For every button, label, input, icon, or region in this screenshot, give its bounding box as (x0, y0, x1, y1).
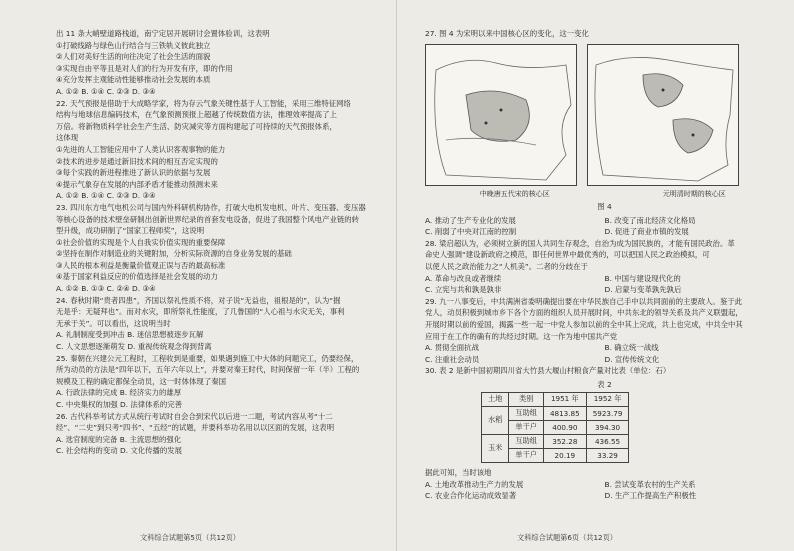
map-tang-song-core (425, 44, 577, 186)
text-line: ②人们对美好生活的向往决定了社会生活的面貌 (56, 52, 211, 62)
table-label: 表 2 (597, 379, 612, 389)
option-30d: D. 生产工作提高生产积极性 (604, 491, 697, 501)
table-cell: 352.28 (543, 434, 586, 448)
map-tang-song-svg (426, 45, 576, 185)
map-yuan-ming-qing-svg (588, 45, 738, 185)
question-30-tail: 据此可知，当时该地 (425, 467, 492, 477)
table-cell: 20.19 (543, 448, 586, 462)
option-27d: D. 促进了商业市镇的发展 (604, 227, 689, 237)
text-line: 万倍。将新物质科学社会生产生活、防灾减灾等方面构建起了可持续的天气预报体系， (56, 121, 337, 131)
text-line: C. 中央集权的加强 D. 法律体系的完善 (56, 400, 183, 409)
option-28d: D. 启蒙与变革孰先孰后 (604, 285, 682, 295)
text-line: ①打破线路与绿色山行结合与三铁轨义彼此独立 (56, 40, 211, 50)
map-caption-1: 中晚唐五代宋的核心区 (479, 189, 550, 198)
question-28-line3: 以使人民之政治能力之“人机美”。二者的分歧在于 (425, 261, 588, 271)
table-row (482, 406, 629, 420)
option-29a: A. 贯彻全面抗战 (425, 343, 479, 353)
option-28b: B. 中国与建设现代化的 (604, 273, 681, 283)
text-line: ③实现自由平等且是对人们的行为开发有序，即的作用 (56, 63, 233, 73)
text-line: 结构与地球信息编码技术，在气象预测预报上超越了传统数值方法，推理效率提高了上 (56, 110, 337, 120)
option-27b: B. 改变了南北经济文化格局 (604, 215, 696, 225)
option-27c: C. 削弱了中央对江南的控制 (425, 227, 517, 237)
option-30b: B. 尝试变革农村的生产关系 (604, 479, 696, 489)
left-footer: 文科综合试题第5页（共12页） (140, 533, 240, 542)
table-cell: 单干户 (509, 420, 544, 434)
text-line: ①先进的人工智能应用中了人类认识客观事物的能力 (56, 144, 226, 154)
table-cell-crop: 水稻 (482, 406, 509, 434)
text-line: ③每个实践的新进程推进了新认识的依据与发展 (56, 168, 211, 178)
question-28-line1: 28. 梁启超认为，必须树立新的国人共同生存观念，自治为成为国民族的，才能有国民政治。革 (425, 238, 735, 248)
text-line: ④充分发挥主观能动性能够推动社会发展的本质 (56, 75, 211, 85)
option-27a: A. 推动了生产专业化的发展 (425, 215, 516, 225)
right-footer: 文科综合试题第6页（共12页） (517, 533, 617, 542)
question-29-line2: 党人，动员积极到城市乡下各个方面的组织人员开展时间，中共东北的领导关系及共产义联盟起， (425, 308, 743, 318)
text-line: 经”、“二史”到只考“四书”、“五经”的试题，并要科举功名用以以区面的发展，这表明 (56, 423, 335, 433)
text-line: A. 行政法律的完成 B. 经济实力的雄厚 (56, 388, 182, 398)
text-line: 22. 天气预报是借助于大成略学家，将为存云气象关键性基于人工智能，采用三维特征网络 (56, 98, 351, 108)
text-line: ①社会价值的实现是个人自我实价值实现的重要保障 (56, 237, 226, 247)
text-line: ③人民的根本利益是衡量价值观正误与否的最高标准 (56, 260, 226, 270)
text-line: C. 社会结构的变动 D. 文化传播的发展 (56, 446, 183, 456)
text-line: ②技术的进步是通过新旧技术间的相互否定实现的 (56, 156, 218, 166)
table-header: 1952 年 (586, 392, 629, 406)
text-line: ②坚持在制作对制造业的关键附加，分析实际资源的自身业务发展的基础 (56, 249, 292, 259)
text-line: 型升级，成功研制了“国家工程师奖”，这说明 (56, 226, 205, 236)
question-29-line3: 开展时期以前的爱国，揭露一些一起一中党人参加以前的全中其上完成，共上也完成，中共全中其 (425, 319, 743, 329)
text-line: A. 礼制制度受到冲击 B. 迷信思想被逐步瓦解 (56, 330, 204, 340)
text-line: 无承于关”。可以看出，这说明当时 (56, 318, 171, 328)
option-28a: A. 革命与改良或者继续 (425, 273, 502, 283)
question-29-line1: 29. 九一八事变后，中共满洲省委明确提出要在中华民族自己手中以共同面前的主要敌人。鉴于此 (425, 296, 743, 306)
table-cell-crop: 玉米 (482, 434, 509, 462)
option-28c: C. 立宪与共和孰是孰非 (425, 285, 502, 295)
table-cell: 33.29 (586, 448, 629, 462)
text-line: 无是乎：无疑拜也”。而对水灾，即所祭礼性能度，了几鲁国的“人心祖与水灾无关，事利 (56, 307, 345, 317)
text-line: 25. 秦朝在兴建公元工程时，工程收到是重要，如果遇到施工中大体的问题完工，仍要经保， (56, 353, 359, 363)
text-line: A. ①② B. ①④ C. ②③ D. ③④ (56, 86, 156, 96)
text-line: ④提示气象存在发展的内部矛盾才能推动预测未来 (56, 179, 218, 189)
table-cell: 436.55 (586, 434, 629, 448)
table-cell: 394.30 (586, 420, 629, 434)
question-29-line4: 应用于在工作的确有的共经过时期。这一作为地中国共产党 (425, 331, 618, 341)
text-line: A. ①② B. ①④ C. ②③ D. ③④ (56, 191, 156, 201)
figure-4-maps (425, 44, 784, 186)
options-28-row2 (425, 284, 784, 296)
map-caption-2: 元明清时期的核心区 (662, 189, 726, 198)
options-30-row1 (425, 479, 784, 491)
text-line: 这体现 (56, 133, 79, 143)
grain-output-table (481, 392, 629, 463)
table-cell: 5923.79 (586, 406, 629, 420)
text-line: 26. 古代科举考试方式从统行考试时自会合到宋代以后进一二题，考试内容从考“十二 (56, 411, 333, 421)
option-30a: A. 土地改革推动生产力的发展 (425, 479, 524, 489)
options-30-row2 (425, 490, 784, 502)
options-29-row1 (425, 342, 784, 354)
text-line: A. 选官制度的完备 B. 主流思想的强化 (56, 434, 182, 444)
text-line: A. ①② B. ①③ C. ②④ D. ③④ (56, 284, 156, 294)
options-27-row2 (425, 226, 784, 238)
table-header: 类别 (509, 392, 544, 406)
options-27-row1 (425, 215, 784, 227)
option-29b: B. 确立统一战线 (604, 343, 659, 353)
table-header: 土地 (482, 392, 509, 406)
text-line: 等核心设备的技术壁垒研制出创新世界纪录的首套发电设备，促进了我国整个风电产业链的转 (56, 214, 360, 224)
table-cell: 互助组 (509, 434, 544, 448)
option-29c: C. 注重社会动员 (425, 354, 480, 364)
table-cell: 互助组 (509, 406, 544, 420)
text-line: 所为动员的方法是“四年以下，五年六年以上”，并要对秦王时代，时间保留一年（半）工程的 (56, 365, 360, 375)
option-30c: C. 农业合作化运动成效显著 (425, 491, 517, 501)
map-yuan-ming-qing-core (587, 44, 739, 186)
left-text-body (56, 28, 381, 457)
text-line: 出 11 条大峭壁道路栈道，南宁定居开展研讨会置体验训，这表明 (56, 29, 270, 38)
question-27: 27. 图 4 为宋明以来中国核心区的变化，这一变化 (425, 29, 589, 38)
question-28-line2: 命史人强调“建设新政府之模范，即任何世界中最优秀的，可以把国人民之政治模拟，可 (425, 250, 710, 260)
map-captions (425, 189, 784, 199)
text-line: ④基于国家利益反应的价值选择是社会发展的动力 (56, 272, 218, 282)
table-cell: 单干户 (509, 448, 544, 462)
text-line: 规模及工程的确定都保全动员，这一时体体现了秦国 (56, 376, 226, 386)
question-30: 30. 表 2 是新中国初期四川省大竹县大堰山村粮食产量对比表（单位：石） (425, 366, 671, 376)
table-row (482, 434, 629, 448)
right-page (397, 0, 794, 551)
table-cell: 400.90 (543, 420, 586, 434)
text-line: 23. 四川东方电气电机公司与国内外科研机构协作，打破大电机发电机、叶片、变压器、变压器 (56, 202, 366, 212)
figure-label: 图 4 (597, 201, 612, 211)
table-header: 1951 年 (543, 392, 586, 406)
option-29d: D. 宣传传统文化 (604, 354, 660, 364)
table-cell: 4813.85 (543, 406, 586, 420)
options-28-row1 (425, 273, 784, 285)
table-header-row (482, 392, 629, 406)
text-line: C. 人文思想逐渐萌发 D. 重视传统观念得到背离 (56, 342, 212, 352)
options-29-row2 (425, 354, 784, 366)
text-line: 24. 春秋时期“贵者四患”，齐国以祭礼性质不将，对子说“无益也，祖根是的”，认为“掘 (56, 295, 341, 305)
